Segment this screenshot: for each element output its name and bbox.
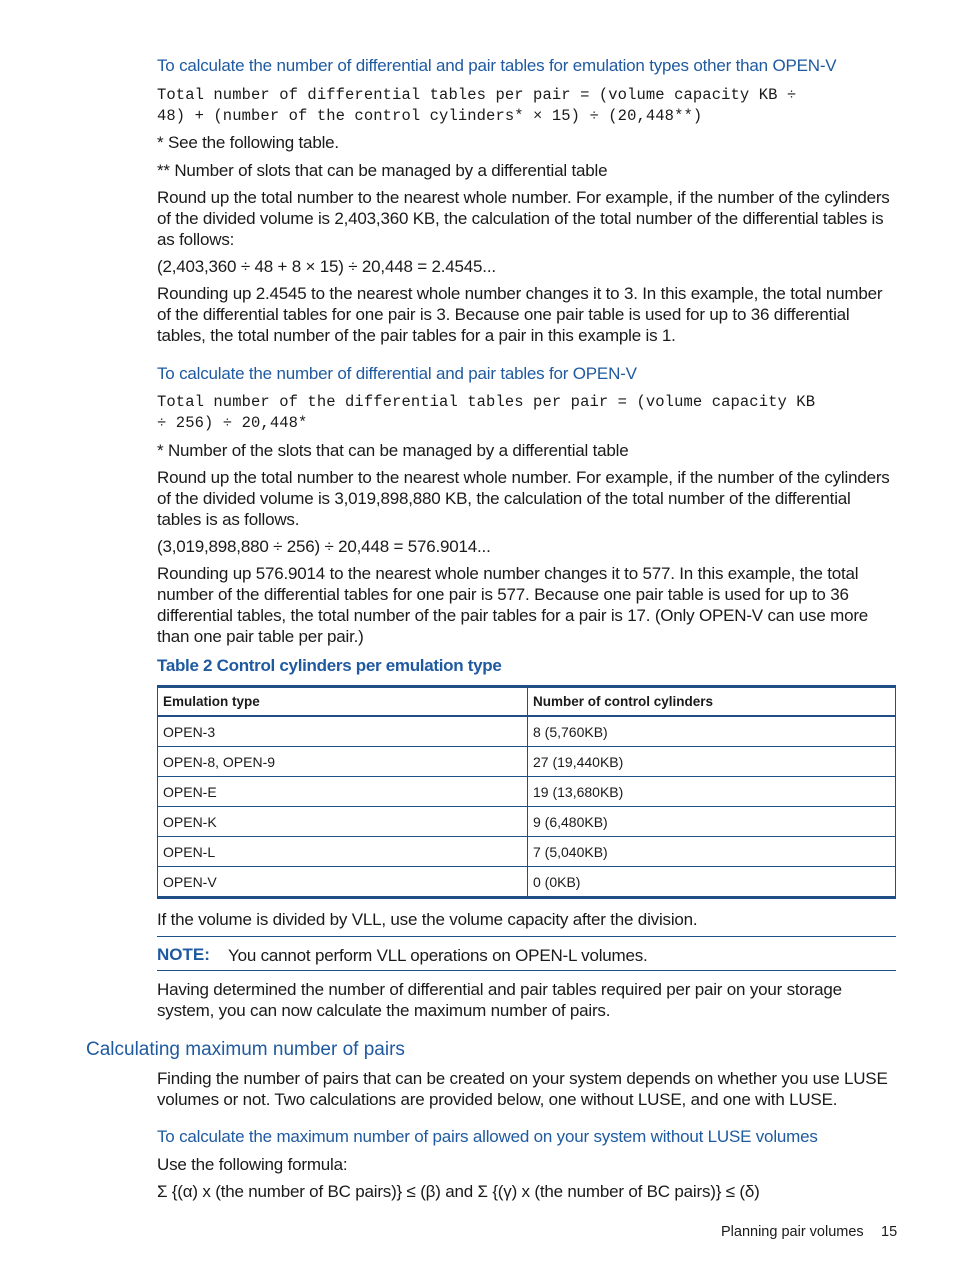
heading-without-luse: To calculate the maximum number of pairs allowed on your system without LUSE volumes [157,1127,818,1146]
note-top-divider [157,936,896,937]
table-header-row [158,687,896,717]
emulation-type-cell: OPEN-L [158,837,528,867]
formula-other-line-2: 48) + (number of the control cylinders* × 15) ÷ (20,448**) [157,107,703,125]
paragraph-use-formula: Use the following formula: [157,1155,348,1174]
column-header-control-cylinders: Number of control cylinders [528,687,896,717]
control-cylinders-cell: 27 (19,440KB) [528,747,896,777]
paragraph-finding: Finding the number of pairs that can be created on your system depends on whether you use LUSE volumes or not. Two calculations are provided below, one without LUSE, and one with LUSE. [157,1069,888,1109]
heading-other-emulation-types: To calculate the number of differential and pair tables for emulation types other than OPEN-V [157,56,837,75]
footnote-star: * See the following table. [157,133,339,152]
note-label: NOTE: [157,945,210,964]
footnote-double-star: ** Number of slots that can be managed by a differential table [157,161,608,180]
footer-title: Planning pair volumes [721,1224,864,1240]
formula-max-pairs: Σ {(α) x (the number of BC pairs)} ≤ (β) and Σ {(γ) x (the number of BC pairs)} ≤ (δ) [157,1182,760,1201]
emulation-type-cell: OPEN-3 [158,716,528,747]
paragraph-round-up-2: Round up the total number to the nearest whole number. For example, if the number of the cylinders of the divided volume is 3,019,898,880 KB, the calculation of the total number of the differential tables is as follows. [157,468,890,529]
page-number: 15 [881,1224,898,1240]
paragraph-having-determined: Having determined the number of differential and pair tables required per pair on your storage system, you can now calculate the maximum number of pairs. [157,980,842,1020]
note-text: You cannot perform VLL operations on OPEN-L volumes. [228,946,648,965]
paragraph-round-up-1: Round up the total number to the nearest whole number. For example, if the number of the cylinders of the divided volume is 2,403,360 KB, the calculation of the total number of the differential tables is as follows: [157,188,890,249]
column-header-emulation-type: Emulation type [158,687,528,717]
table-row [158,837,896,867]
control-cylinders-cell: 0 (0KB) [528,867,896,898]
table-row [158,807,896,837]
example-calculation-1: (2,403,360 ÷ 48 + 8 × 15) ÷ 20,448 = 2.4545... [157,257,496,276]
table-row [158,867,896,898]
note-bottom-divider [157,970,896,971]
emulation-type-cell: OPEN-V [158,867,528,898]
example-calculation-2: (3,019,898,880 ÷ 256) ÷ 20,448 = 576.9014... [157,537,491,556]
paragraph-vll: If the volume is divided by VLL, use the volume capacity after the division. [157,910,698,929]
emulation-type-cell: OPEN-K [158,807,528,837]
paragraph-rounding-2: Rounding up 576.9014 to the nearest whole number changes it to 577. In this example, the total number of the differential tables for one pair is 577. Because one pair table is used for up to 36 differential tables, the total number of the pair tables for a pair is 17. (Only OPEN-V can use more than one pair table per pair.) [157,564,869,646]
emulation-type-cell: OPEN-E [158,777,528,807]
section-heading: Calculating maximum number of pairs [86,1039,405,1060]
formula-other-line-1: Total number of differential tables per pair = (volume capacity KB ÷ [157,86,797,104]
formula-openv-line-2: ÷ 256) ÷ 20,448* [157,414,308,432]
paragraph-rounding-1: Rounding up 2.4545 to the nearest whole number changes it to 3. In this example, the total number of the differential tables for one pair is 3. Because one pair table is used for up to 36 differential tables, the total number of the pair tables for a pair in this example is 1. [157,284,883,345]
emulation-type-cell: OPEN-8, OPEN-9 [158,747,528,777]
table-row [158,716,896,747]
control-cylinders-cell: 19 (13,680KB) [528,777,896,807]
heading-openv: To calculate the number of differential and pair tables for OPEN-V [157,364,637,383]
table-row [158,777,896,807]
control-cylinders-table [157,685,896,899]
formula-openv-line-1: Total number of the differential tables per pair = (volume capacity KB [157,393,816,411]
control-cylinders-cell: 8 (5,760KB) [528,716,896,747]
control-cylinders-cell: 9 (6,480KB) [528,807,896,837]
control-cylinders-cell: 7 (5,040KB) [528,837,896,867]
footnote-openv: * Number of the slots that can be managed by a differential table [157,441,629,460]
table-row [158,747,896,777]
table-caption: Table 2 Control cylinders per emulation type [157,656,502,675]
